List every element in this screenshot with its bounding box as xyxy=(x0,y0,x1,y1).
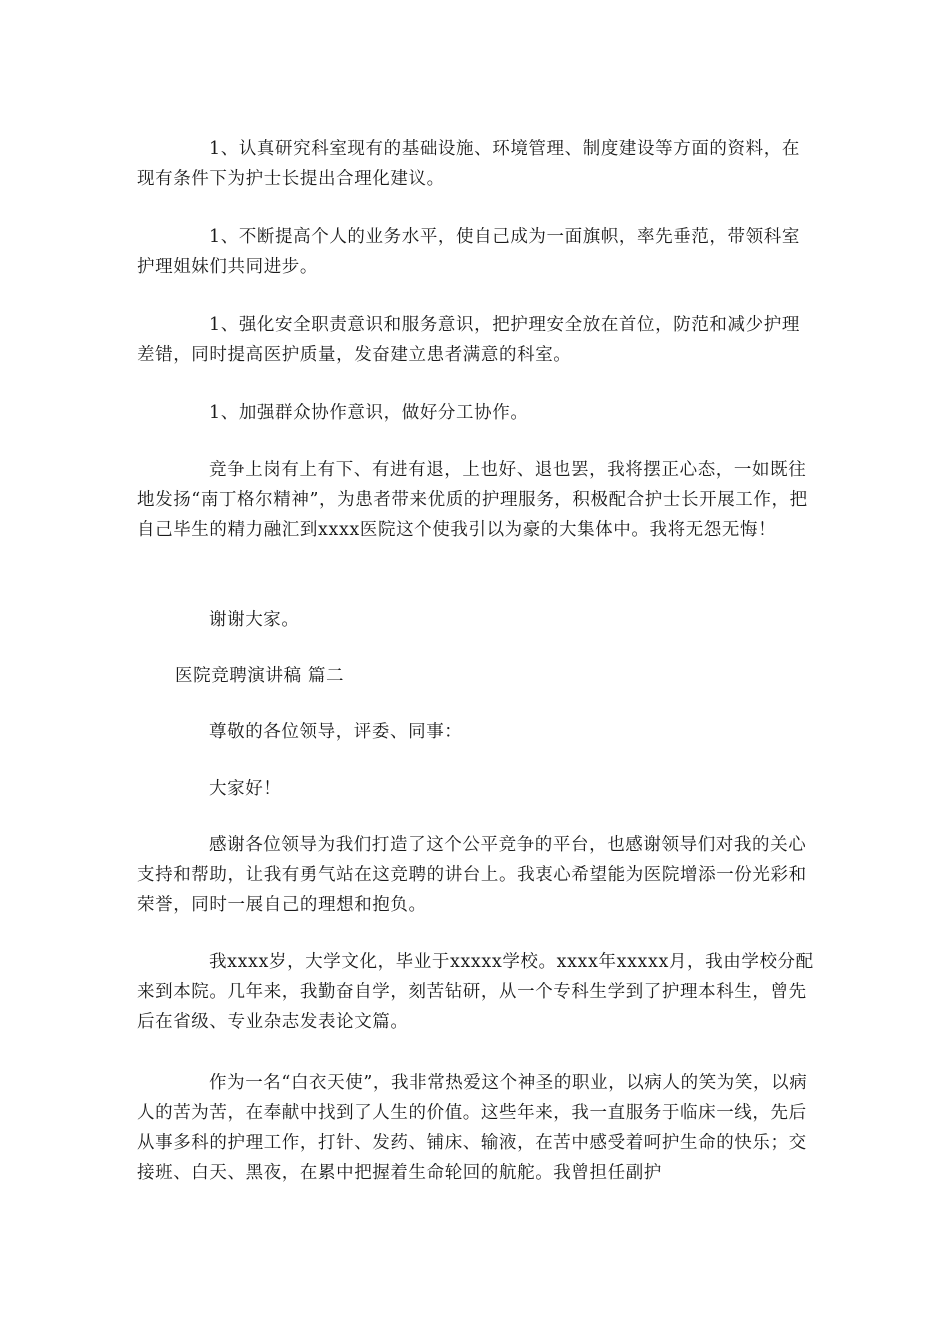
paragraph-7: 我xxxx岁，大学文化，毕业于xxxxx学校。xxxx年xxxxx月，我由学校分配来到本院。几年来，我勤奋自学，刻苦钻研，从一个专科生学到了护理本科生，曾先后在省级、专业杂志发表论文篇。 xyxy=(137,952,814,1032)
paragraph-6: 感谢各位领导为我们打造了这个公平竞争的平台，也感谢领导们对我的关心支持和帮助，让我有勇气站在这竞聘的讲台上。我衷心希望能为医院增添一份光彩和荣誉，同时一展自己的理想和抱负。 xyxy=(137,835,807,915)
paragraph-thanks: 谢谢大家。 xyxy=(209,610,300,630)
greeting-line: 尊敬的各位领导，评委、同事： xyxy=(209,722,463,742)
paragraph-4: 1、加强群众协作意识，做好分工协作。 xyxy=(209,403,529,423)
paragraph-3: 1、强化安全职责意识和服务意识，把护理安全放在首位，防范和减少护理差错，同时提高医护质量，发奋建立患者满意的科室。 xyxy=(137,315,800,365)
hello-line: 大家好！ xyxy=(209,779,282,799)
paragraph-1: 1、认真研究科室现有的基础设施、环境管理、制度建设等方面的资料，在现有条件下为护士长提出合理化建议。 xyxy=(137,139,800,189)
paragraph-5: 竞争上岗有上有下、有进有退，上也好、退也罢，我将摆正心态，一如既往地发扬“南丁格尔精神”，为患者带来优质的护理服务，积极配合护士长开展工作，把自己毕生的精力融汇到xxxx医院这个使我引以为豪的大集体中。我将无怨无悔！ xyxy=(137,460,808,540)
section-heading: 医院竞聘演讲稿 篇二 xyxy=(175,666,345,686)
paragraph-2: 1、不断提高个人的业务水平，使自己成为一面旗帜，率先垂范，带领科室护理姐妹们共同进步。 xyxy=(137,227,800,277)
paragraph-8: 作为一名“白衣天使”，我非常热爱这个神圣的职业，以病人的笑为笑，以病人的苦为苦，在奉献中找到了人生的价值。这些年来，我一直服务于临床一线，先后从事多科的护理工作，打针、发药、铺床、输液，在苦中感受着呵护生命的快乐；交接班、白天、黑夜，在累中把握着生命轮回的航舵。我曾担任副护 xyxy=(137,1073,808,1183)
